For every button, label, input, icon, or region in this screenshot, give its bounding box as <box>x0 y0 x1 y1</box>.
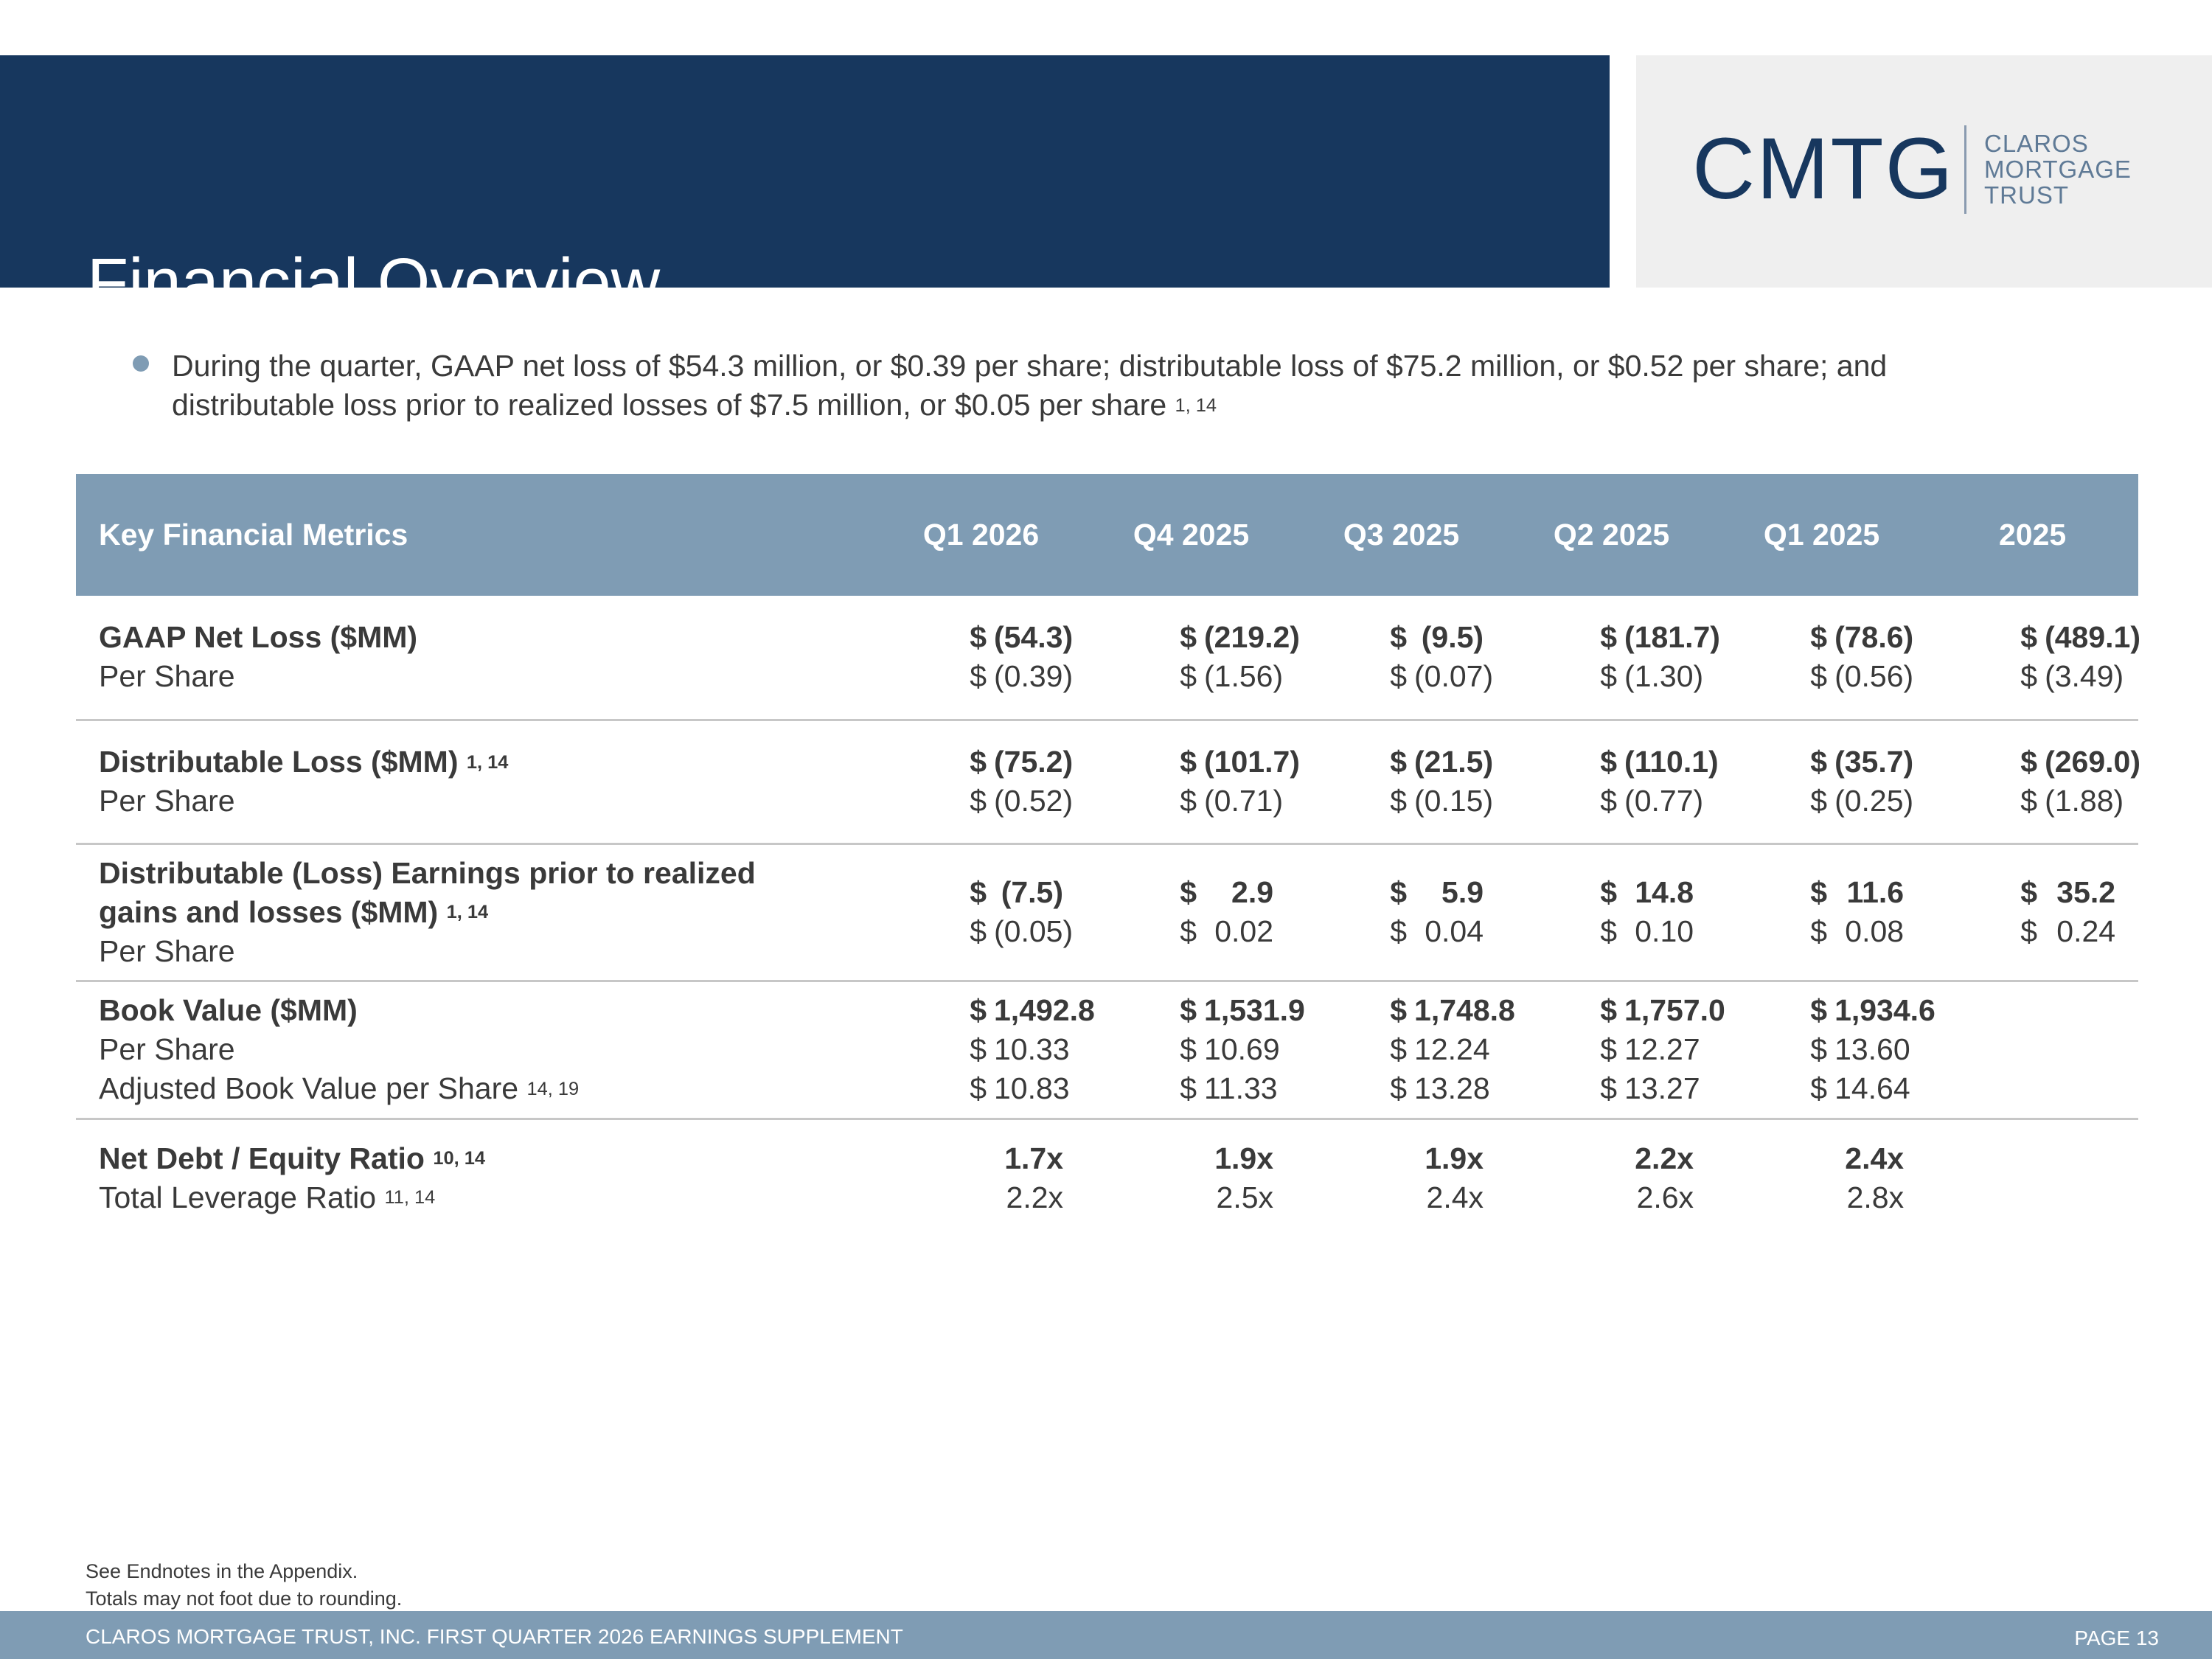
metric-value: 1,748.8 <box>1414 993 1515 1027</box>
currency-symbol: $ <box>1390 1071 1408 1105</box>
currency-symbol: $ <box>1390 745 1408 779</box>
footnote-ref: 1, 14 <box>466 751 509 773</box>
footnote-ref: 1, 14 <box>1175 394 1217 416</box>
currency-symbol: $ <box>1810 914 1828 948</box>
metric-value: (0.39) <box>994 659 1074 694</box>
currency-symbol: $ <box>1180 745 1197 779</box>
metric-label: Book Value ($MM) <box>99 993 358 1027</box>
currency-symbol: $ <box>1810 784 1828 818</box>
metric-value: 1.9x <box>1214 1141 1274 1175</box>
currency-symbol: $ <box>970 620 987 655</box>
metric-value: (0.25) <box>1834 784 1914 818</box>
metric-sublabel: Total Leverage Ratio <box>99 1180 377 1214</box>
page-number: PAGE 13 <box>2074 1627 2159 1649</box>
metric-value: 0.24 <box>2056 914 2116 948</box>
column-header-period: Q1 2025 <box>1763 518 1880 552</box>
logo-word: MORTGAGE <box>1984 156 2132 183</box>
metric-value: 0.10 <box>1635 914 1694 948</box>
metric-value: 0.08 <box>1845 914 1905 948</box>
footer-bar <box>0 1611 2212 1659</box>
currency-symbol: $ <box>1810 1071 1828 1105</box>
table-header-row <box>76 474 2138 596</box>
currency-symbol: $ <box>2020 784 2038 818</box>
column-header-period: Q3 2025 <box>1343 518 1460 552</box>
metric-value: 1.9x <box>1425 1141 1484 1175</box>
summary-bullet <box>130 347 2047 425</box>
metric-value: (101.7) <box>1204 745 1300 779</box>
currency-symbol: $ <box>1600 620 1618 655</box>
metric-value: (54.3) <box>994 620 1074 655</box>
currency-symbol: $ <box>1600 914 1618 948</box>
metric-value: (269.0) <box>2045 745 2140 779</box>
currency-symbol: $ <box>1600 993 1618 1027</box>
currency-symbol: $ <box>1180 620 1197 655</box>
metric-value: 2.4x <box>1426 1180 1484 1214</box>
footnote-line: See Endnotes in the Appendix. <box>86 1560 358 1582</box>
metric-value: 13.28 <box>1414 1071 1490 1105</box>
metric-value: 11.33 <box>1204 1071 1278 1105</box>
metric-sublabel: Per Share <box>99 933 235 968</box>
metric-value: (21.5) <box>1414 745 1494 779</box>
metric-value: 1,492.8 <box>994 993 1095 1027</box>
footer-text: CLAROS MORTGAGE TRUST, INC. FIRST QUARTER 2026 EARNINGS SUPPLEMENT <box>86 1625 903 1648</box>
metric-label: Distributable (Loss) Earnings prior to realized <box>99 855 756 890</box>
currency-symbol: $ <box>1390 914 1408 948</box>
metric-value: 1.7x <box>1004 1141 1064 1175</box>
metric-value: (9.5) <box>1421 620 1484 655</box>
logo-word: CLAROS <box>1984 130 2089 157</box>
currency-symbol: $ <box>970 993 987 1027</box>
currency-symbol: $ <box>1390 620 1408 655</box>
metric-value: 35.2 <box>2056 875 2116 909</box>
footnotes <box>86 1558 402 1613</box>
bullet-dot-icon <box>133 355 149 372</box>
currency-symbol: $ <box>2020 659 2038 694</box>
metric-value: 11.6 <box>1846 875 1905 909</box>
currency-symbol: $ <box>1600 745 1618 779</box>
logo-wordmark <box>1984 131 2132 208</box>
metric-value: 2.6x <box>1636 1180 1694 1214</box>
currency-symbol: $ <box>1810 875 1828 909</box>
metric-value: (181.7) <box>1624 620 1720 655</box>
metric-value: 10.69 <box>1204 1032 1280 1066</box>
metric-value: 10.83 <box>994 1071 1070 1105</box>
footnote-ref: 10, 14 <box>433 1148 485 1169</box>
logo-divider <box>1964 125 1966 214</box>
metric-value: (78.6) <box>1834 620 1914 655</box>
footnote-line: Totals may not foot due to rounding. <box>86 1587 403 1610</box>
metric-value: 2.2x <box>1635 1141 1694 1175</box>
currency-symbol: $ <box>970 1032 987 1066</box>
currency-symbol: $ <box>1180 1032 1197 1066</box>
metric-label: gains and losses ($MM) <box>99 894 439 929</box>
currency-symbol: $ <box>970 659 987 694</box>
metric-value: (0.05) <box>994 914 1074 948</box>
currency-symbol: $ <box>1810 659 1828 694</box>
metric-value: 13.60 <box>1834 1032 1910 1066</box>
column-header-metric: Key Financial Metrics <box>99 518 408 552</box>
metric-value: 2.8x <box>1846 1180 1905 1214</box>
column-header-period: Q2 2025 <box>1553 518 1670 552</box>
metric-value: 1,531.9 <box>1204 993 1305 1027</box>
currency-symbol: $ <box>1600 659 1618 694</box>
currency-symbol: $ <box>1180 1071 1197 1105</box>
metric-value: (7.5) <box>1001 875 1064 909</box>
metric-value: (0.07) <box>1414 659 1494 694</box>
column-header-period: Q4 2025 <box>1133 518 1250 552</box>
logo-mark: CMTG <box>1692 120 1955 218</box>
metric-value: 14.64 <box>1834 1071 1910 1105</box>
currency-symbol: $ <box>2020 914 2038 948</box>
currency-symbol: $ <box>1600 1071 1618 1105</box>
metric-value: 10.33 <box>994 1032 1070 1066</box>
currency-symbol: $ <box>1810 993 1828 1027</box>
metric-value: (75.2) <box>994 745 1074 779</box>
currency-symbol: $ <box>1390 875 1408 909</box>
currency-symbol: $ <box>2020 745 2038 779</box>
column-header-period: 2025 <box>1998 518 2067 552</box>
currency-symbol: $ <box>1390 993 1408 1027</box>
metric-value: 5.9 <box>1441 875 1484 909</box>
currency-symbol: $ <box>970 1071 987 1105</box>
metric-value: (219.2) <box>1204 620 1300 655</box>
currency-symbol: $ <box>1180 993 1197 1027</box>
table-row-book-value <box>76 981 2138 1119</box>
table-row-distributable-loss <box>76 720 2138 844</box>
table-row-gaap-net-loss <box>76 596 2138 720</box>
metric-value: 2.4x <box>1845 1141 1905 1175</box>
metric-value: (0.71) <box>1204 784 1284 818</box>
metric-value: 2.5x <box>1216 1180 1274 1214</box>
metric-sublabel: Per Share <box>99 659 235 694</box>
metric-value: 12.27 <box>1624 1032 1700 1066</box>
currency-symbol: $ <box>1390 784 1408 818</box>
metric-value: 14.8 <box>1635 875 1694 909</box>
currency-symbol: $ <box>1180 875 1197 909</box>
page-title: Financial Overview <box>87 245 661 320</box>
currency-symbol: $ <box>2020 620 2038 655</box>
currency-symbol: $ <box>1810 745 1828 779</box>
currency-symbol: $ <box>1600 1032 1618 1066</box>
metric-sublabel: Per Share <box>99 784 235 818</box>
metric-label: Distributable Loss ($MM) <box>99 745 459 779</box>
currency-symbol: $ <box>1390 1032 1408 1066</box>
logo-word: TRUST <box>1984 181 2069 209</box>
metric-value: (1.56) <box>1204 659 1284 694</box>
key-financial-metrics-table <box>76 474 2138 1237</box>
metric-value: (1.88) <box>2045 784 2124 818</box>
summary-text: During the quarter, GAAP net loss of $54.3 million, or $0.39 per share; distributable loss of $75.2 million, or $0.52 per share; and distributable loss prior to realized losses of $7.5 million, or $0.05 per share <box>172 349 1888 422</box>
currency-symbol: $ <box>970 784 987 818</box>
metric-sublabel: Adjusted Book Value per Share <box>99 1071 519 1105</box>
title-band <box>0 55 1610 320</box>
currency-symbol: $ <box>1180 784 1197 818</box>
metric-value: 12.24 <box>1414 1032 1490 1066</box>
metric-value: 2.9 <box>1231 875 1274 909</box>
currency-symbol: $ <box>1180 914 1197 948</box>
table-row-leverage <box>76 1119 2138 1237</box>
metric-value: 1,757.0 <box>1624 993 1725 1027</box>
currency-symbol: $ <box>2020 875 2038 909</box>
currency-symbol: $ <box>970 875 987 909</box>
currency-symbol: $ <box>1390 659 1408 694</box>
footnote-ref: 14, 19 <box>526 1078 580 1099</box>
metric-value: (110.1) <box>1624 745 1719 779</box>
company-logo <box>1636 55 2212 288</box>
currency-symbol: $ <box>1180 659 1197 694</box>
metric-sublabel: Per Share <box>99 1032 235 1066</box>
metric-label: Net Debt / Equity Ratio <box>99 1141 425 1175</box>
footnote-ref: 1, 14 <box>446 902 489 923</box>
metric-label: GAAP Net Loss ($MM) <box>99 620 418 655</box>
footnote-ref: 11, 14 <box>384 1187 436 1208</box>
metric-value: 0.04 <box>1425 914 1484 948</box>
currency-symbol: $ <box>970 914 987 948</box>
metric-value: (0.15) <box>1414 784 1494 818</box>
metric-value: (1.30) <box>1624 659 1704 694</box>
currency-symbol: $ <box>1810 1032 1828 1066</box>
currency-symbol: $ <box>1600 875 1618 909</box>
column-header-period: Q1 2026 <box>922 518 1040 552</box>
metric-value: 1,934.6 <box>1834 993 1935 1027</box>
metric-value: 0.02 <box>1214 914 1274 948</box>
metric-value: (0.52) <box>994 784 1074 818</box>
metric-value: 2.2x <box>1006 1180 1064 1214</box>
metric-value: (35.7) <box>1834 745 1914 779</box>
metric-value: (0.77) <box>1624 784 1704 818</box>
metric-value: (3.49) <box>2045 659 2124 694</box>
currency-symbol: $ <box>1600 784 1618 818</box>
table-row-distributable-prior-realized <box>76 844 2138 981</box>
currency-symbol: $ <box>1810 620 1828 655</box>
metric-value: (489.1) <box>2045 620 2140 655</box>
metric-value: 13.27 <box>1624 1071 1700 1105</box>
metric-value: (0.56) <box>1834 659 1914 694</box>
currency-symbol: $ <box>970 745 987 779</box>
